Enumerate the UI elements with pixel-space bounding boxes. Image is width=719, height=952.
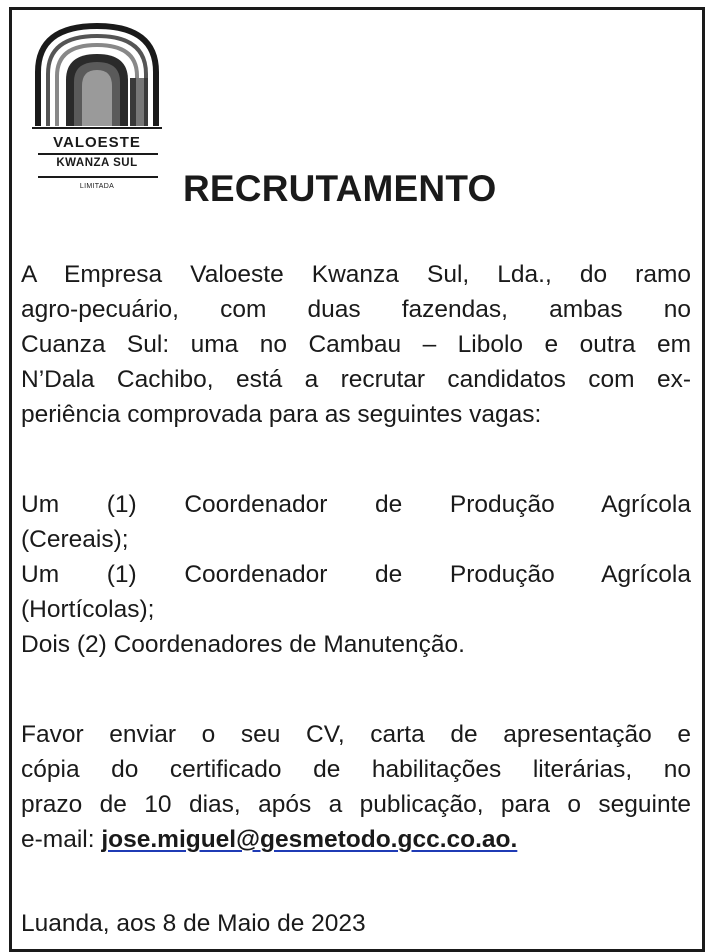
instruction-line: cópia do certificado de habilitações literárias, no xyxy=(21,756,691,783)
instruction-line: Favor enviar o seu CV, carta de apresentação e xyxy=(21,721,691,748)
intro-line: periência comprovada para as seguintes vagas: xyxy=(21,401,542,428)
intro-line: Cuanza Sul: uma no Cambau – Libolo e outra em xyxy=(21,331,691,358)
vacancy-line: Um (1) Coordenador de Produção Agrícola xyxy=(21,491,691,518)
logo-divider xyxy=(38,153,158,155)
email-line xyxy=(21,822,691,857)
instruction-line: prazo de 10 dias, após a publicação, para o seguinte xyxy=(21,791,691,818)
vacancies-list xyxy=(21,487,691,662)
vacancy-line: Um (1) Coordenador de Produção Agrícola xyxy=(21,561,691,588)
intro-line: A Empresa Valoeste Kwanza Sul, Lda., do ramo xyxy=(21,261,691,288)
email-link[interactable]: jose.miguel@gesmetodo.gcc.co.ao. xyxy=(101,826,518,853)
logo-divider xyxy=(38,176,158,178)
vacancy-line: Dois (2) Coordenadores de Manutenção. xyxy=(21,631,465,658)
intro-paragraph xyxy=(21,257,691,432)
logo-subtitle: KWANZA SUL xyxy=(56,157,138,169)
arch-logo-icon xyxy=(30,20,165,132)
closing-line: Luanda, aos 8 de Maio de 2023 xyxy=(21,910,366,937)
intro-line: N’Dala Cachibo, está a recrutar candidatos com ex- xyxy=(21,366,691,393)
page-title: RECRUTAMENTO xyxy=(183,168,497,209)
intro-line: agro-pecuário, com duas fazendas, ambas no xyxy=(21,296,691,323)
vacancy-line: (Cereais); xyxy=(21,526,129,553)
logo-name: VALOESTE xyxy=(53,134,141,151)
company-logo xyxy=(30,20,165,200)
vacancy-line: (Hortícolas); xyxy=(21,596,155,623)
email-prefix: e-mail: xyxy=(21,826,102,853)
instructions-paragraph xyxy=(21,717,691,857)
logo-legal-form: LIMITADA xyxy=(79,183,115,190)
